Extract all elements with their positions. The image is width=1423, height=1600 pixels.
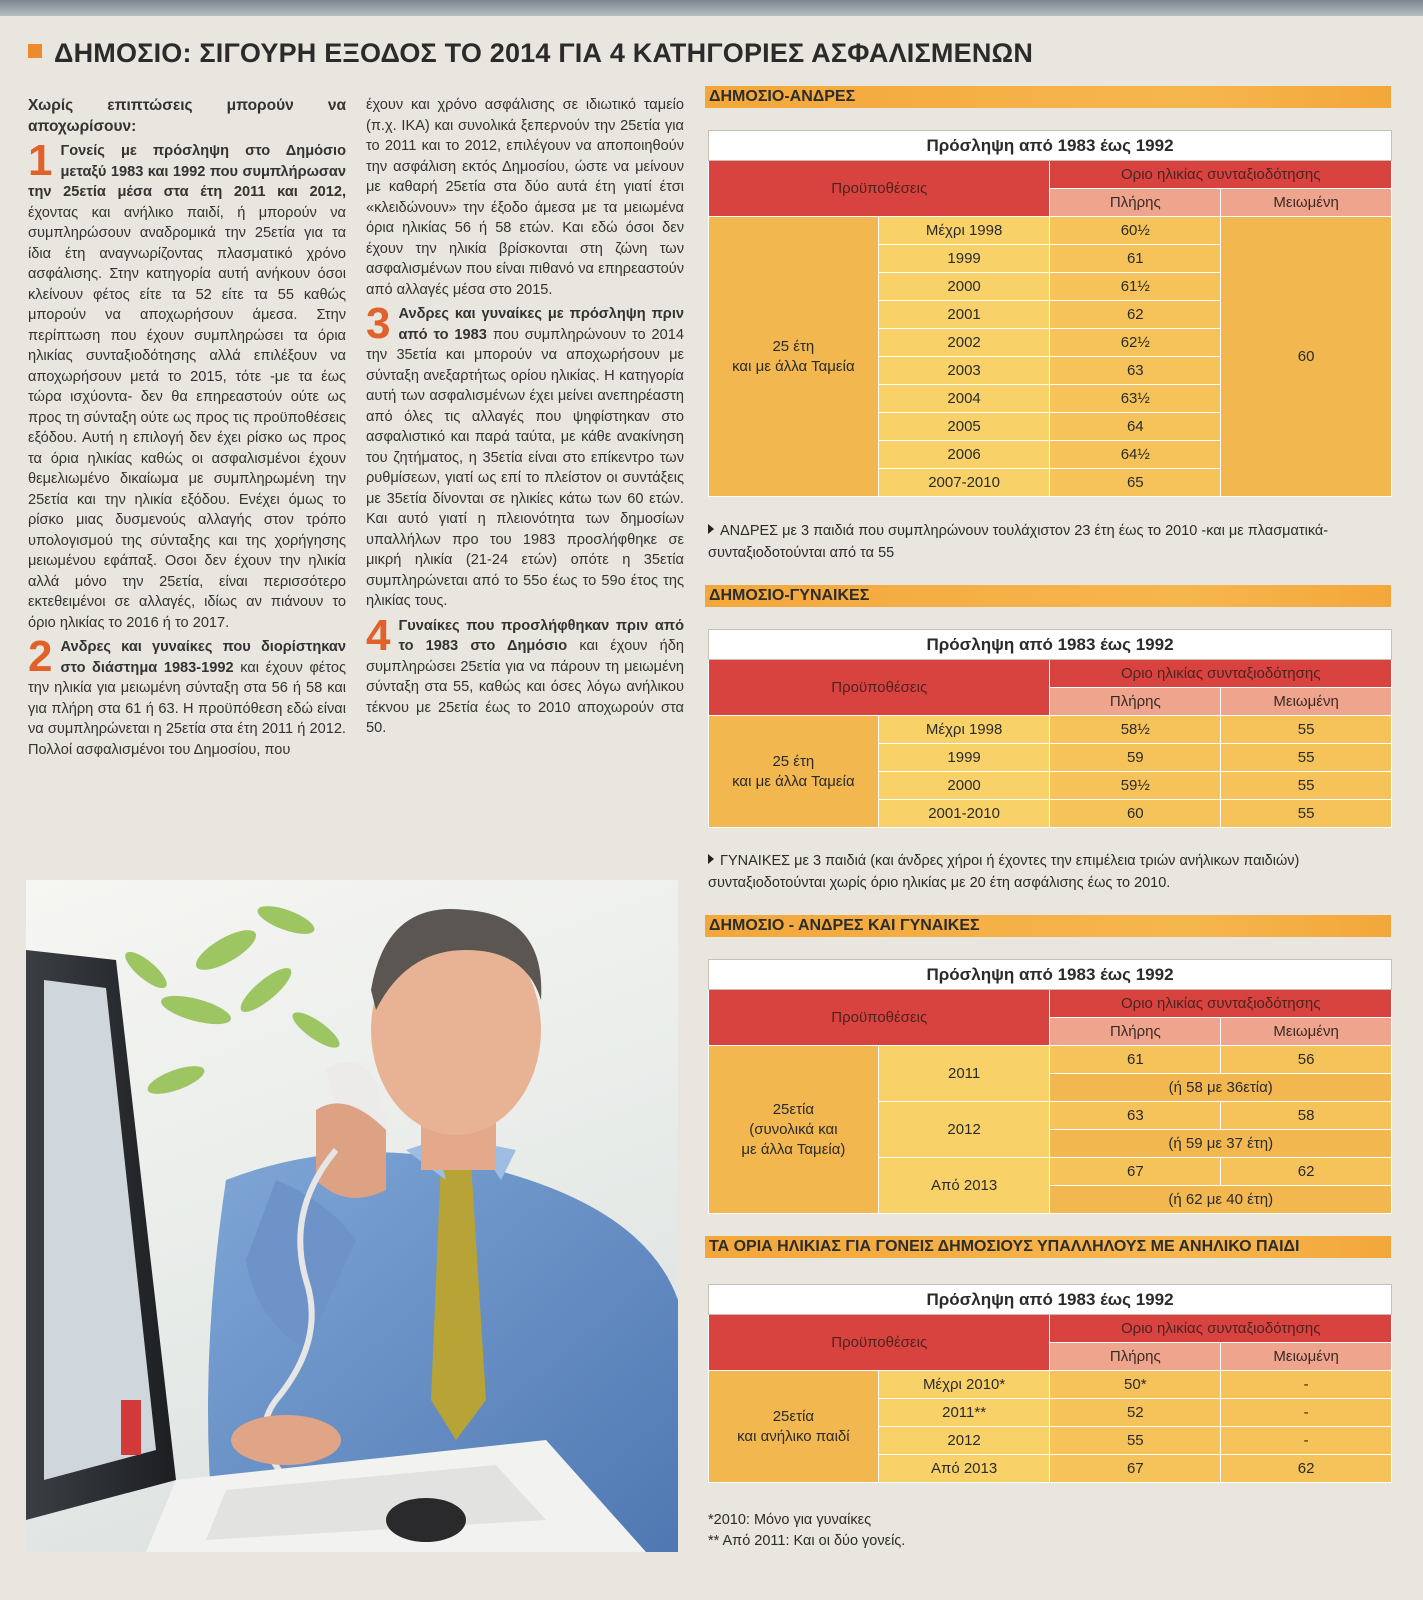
reduced-cell: 55 xyxy=(1221,800,1392,828)
reduced-cell: 55 xyxy=(1221,744,1392,772)
year-cell: Μέχρι 1998 xyxy=(878,217,1050,245)
article-column-2 xyxy=(366,95,684,743)
footnote-2: ** Από 2011: Και οι δύο γονείς. xyxy=(708,1533,906,1549)
year-cell: 2004 xyxy=(878,385,1050,413)
year-cell: Μέχρι 1998 xyxy=(878,716,1050,744)
women-note: ΓΥΝΑΙΚΕΣ με 3 παιδιά (και άνδρες χήροι ή έχοντες την επιμέλεια τριών ανήλικων παιδιών) συνταξιοδοτούνται χωρίς όριο ηλικίας με 20 έτη ασφάλισης έως το 2010. xyxy=(708,853,1300,891)
full-cell: 59½ xyxy=(1050,772,1221,800)
reduced-cell: 56 xyxy=(1221,1046,1392,1074)
footnotes xyxy=(708,1510,905,1552)
reduced-cell: 60 xyxy=(1221,217,1392,497)
arrow-icon xyxy=(708,854,714,864)
full-cell: 67 xyxy=(1050,1158,1221,1186)
full-cell: 64 xyxy=(1050,413,1221,441)
alt-cell: (ή 62 με 40 έτη) xyxy=(1050,1186,1392,1214)
table-both xyxy=(708,959,1392,1214)
page-headline xyxy=(28,38,1128,69)
section-header-both: ΔΗΜΟΣΙΟ - ΑΝΔΡΕΣ ΚΑΙ ΓΥΝΑΙΚΕΣ xyxy=(705,915,1391,937)
reduced-cell: 62 xyxy=(1221,1455,1392,1483)
reduced-cell: 55 xyxy=(1221,772,1392,800)
full-cell: 65 xyxy=(1050,469,1221,497)
full-cell: 63 xyxy=(1050,1102,1221,1130)
point-number: 4 xyxy=(366,610,391,660)
photo-illustration xyxy=(26,880,678,1552)
full-cell: 50* xyxy=(1050,1371,1221,1399)
table-title: Πρόσληψη από 1983 έως 1992 xyxy=(709,630,1392,660)
reduced-cell: 55 xyxy=(1221,716,1392,744)
year-cell: 2001-2010 xyxy=(878,800,1050,828)
point-lead: Ανδρες και γυναίκες που διορίστηκαν στο διάστημα 1983-1992 xyxy=(60,639,346,676)
year-cell: 2012 xyxy=(878,1102,1050,1158)
year-cell: 2011** xyxy=(878,1399,1050,1427)
point-lead: Ανδρες και γυναίκες με πρόσληψη πριν από το 1983 xyxy=(398,306,684,343)
section-header-women: ΔΗΜΟΣΙΟ-ΓΥΝΑΙΚΕΣ xyxy=(705,585,1391,607)
full-cell: 60½ xyxy=(1050,217,1221,245)
section-header-men: ΔΗΜΟΣΙΟ-ΑΝΔΡΕΣ xyxy=(705,86,1391,108)
men-note: ΑΝΔΡΕΣ με 3 παιδιά που συμπληρώνουν τουλάχιστον 23 έτη έως το 2010 -και με πλασματικά- συνταξιοδοτούνται από τα 55 xyxy=(708,523,1329,561)
year-cell: 1999 xyxy=(878,744,1050,772)
plant-icon xyxy=(120,900,344,1099)
alt-cell: (ή 58 με 36ετία) xyxy=(1050,1074,1392,1102)
full-cell: 63 xyxy=(1050,357,1221,385)
full-header: Πλήρης xyxy=(1050,189,1221,217)
year-cell: 2000 xyxy=(878,772,1050,800)
mouse-icon xyxy=(386,1498,466,1542)
year-cell: 2011 xyxy=(878,1046,1050,1102)
point-number: 1 xyxy=(28,136,53,185)
year-cell: Από 2013 xyxy=(878,1455,1050,1483)
year-cell: 2006 xyxy=(878,441,1050,469)
group-label: 25 έτη και με άλλα Ταμεία xyxy=(709,716,879,828)
reduced-header: Μειωμένη xyxy=(1221,688,1392,716)
reduced-cell: 62 xyxy=(1221,1158,1392,1186)
age-limit-header: Οριο ηλικίας συνταξιοδότησης xyxy=(1050,990,1392,1018)
article-intro: Χωρίς επιπτώσεις μπορούν να αποχωρίσουν: xyxy=(28,97,346,135)
point-body: και έχουν ήδη συμπληρώσει 25ετία για να πάρουν τη μειωμένη σύνταξη στα 55, καθώς και όσες λόγω ανήλικου τέκνου με 25ετία έως το 2010 αποχωρούν στα 50. xyxy=(366,638,684,736)
year-cell: 2000 xyxy=(878,273,1050,301)
section-header-parents: ΤΑ ΟΡΙΑ ΗΛΙΚΙΑΣ ΓΙΑ ΓΟΝΕΙΣ ΔΗΜΟΣΙΟΥΣ ΥΠΑΛΛΗΛΟΥΣ ΜΕ ΑΝΗΛΙΚΟ ΠΑΙΔΙ xyxy=(705,1236,1391,1258)
point-body: έχοντας και ανήλικο παιδί, ή μπορούν να συμπληρώσουν αναδρομικά την 25ετία για τα ίδια έτη αναγνωρίζοντας πλασματικό χρόνο ασφάλισης. Στην κατηγορία αυτή ανήκουν όσοι κλείνουν φέτος είτε τα 52 είτε τα 55 καθώς μπορούν να αποχωρήσουν άμεσα. Στην περίπτωση που έχουν συμπληρώσει τα όρια ηλικίας συνταξιοδότησης αλλά επιλέξουν να αποχωρήσουν μετά το 2015, τότε -με τα έως τώρα ισχύοντα- δεν θα επηρεαστούν ούτε ως προς τη σύνταξη ούτε ως προς τις προϋποθέσεις εξόδου. Αυτή η επιλογή δεν έχει ρίσκο ως προς τα όρια ηλικίας καθώς οι ασφαλισμένοι έχουν θεμελιωμένο δικαίωμα με συμπληρωμένη την 25ετία και την ηλικία εξόδου. Ενέχει όμως το ρίσκο μιας δυσμενούς αλλαγής στον τρόπο υπολογισμού της σύνταξης και της χορήγησης μειωμένου εφάπαξ. Οσοι δεν έχουν την ηλικία αλλά μόνο την 25ετία, είναι περισσότερο εκτεθειμένοι σε αλλαγές, ιδίως αν πιάνουν το όριο ηλικίας το 2016 ή το 2017. xyxy=(28,204,346,631)
point-4 xyxy=(366,610,684,739)
point-2-continued: έχουν και χρόνο ασφάλισης σε ιδιωτικό ταμείο (π.χ. ΙΚΑ) και συνολικά ξεπερνούν την 25ετία για το 2011 και το 2012, επιλέγουν να αποποιηθούν την ασφάλιση εκτός Δημοσίου, ώστε να μείνουν με καθαρή 25ετία στα δύο αυτά έτη γιατί έτσι «κλειδώνουν» την έξοδο άμεσα με τα μειωμένα όρια ηλικίας 56 ή 58 ετών. Και εδώ όσοι δεν έχουν την ηλικία βρίσκονται στη ζώνη των ασφαλισμένων που είναι πιθανό να επηρεαστούν από αλλαγές μέσα στο 2015. xyxy=(366,97,684,298)
reduced-cell: 58 xyxy=(1221,1102,1392,1130)
reduced-header: Μειωμένη xyxy=(1221,1018,1392,1046)
age-limit-header: Οριο ηλικίας συνταξιοδότησης xyxy=(1050,161,1392,189)
point-2 xyxy=(28,632,346,760)
full-cell: 62½ xyxy=(1050,329,1221,357)
reduced-header: Μειωμένη xyxy=(1221,1343,1392,1371)
reduced-cell: - xyxy=(1221,1399,1392,1427)
red-marker xyxy=(121,1400,141,1455)
year-cell: 2001 xyxy=(878,301,1050,329)
group-label: 25ετία και ανήλικο παιδί xyxy=(709,1371,879,1483)
table-men xyxy=(708,130,1392,497)
year-cell: 2007-2010 xyxy=(878,469,1050,497)
footnote-1: *2010: Μόνο για γυναίκες xyxy=(708,1512,872,1528)
full-cell: 64½ xyxy=(1050,441,1221,469)
top-strip xyxy=(0,0,1423,16)
table-parents xyxy=(708,1284,1392,1483)
full-header: Πλήρης xyxy=(1050,1343,1221,1371)
article-column-1 xyxy=(28,95,346,764)
age-limit-header: Οριο ηλικίας συνταξιοδότησης xyxy=(1050,1315,1392,1343)
year-cell: Από 2013 xyxy=(878,1158,1050,1214)
full-cell: 59 xyxy=(1050,744,1221,772)
point-number: 2 xyxy=(28,632,53,681)
year-cell: 2005 xyxy=(878,413,1050,441)
conditions-header: Προϋποθέσεις xyxy=(709,660,1050,716)
arrow-icon xyxy=(708,524,714,534)
year-cell: 2003 xyxy=(878,357,1050,385)
point-body: που συμπληρώνουν το 2014 την 35ετία και μπορούν να αποχωρήσουν με σύνταξη ανεξαρτήτως ορίου ηλικίας. Η κατηγορία αυτή των ασφαλισμένων έχει μείνει ανεπηρέαστη από όλες τις αλλαγές που ψηφίστηκαν στο ασφαλιστικό και παρά ταύτα, με κάθε ανακίνηση του ζητήματος, η 35ετία είναι στο επίκεντρο των ρυθμίσεων, γιατί ως επί το πλείστον οι συντάξεις με 35ετία δίνονται σε ηλικίες κάτω των 60 ετών. Και αυτό γιατί η πλειονότητα των δημοσίων υπαλλήλων προ του 1983 προσλήφθηκε σε μικρή ηλικία (21-24 ετών) οπότε η 35ετία συμπληρώνεται από το 55ο έως το 59ο έτος της ηλικίας τους. xyxy=(366,326,685,609)
year-cell: 1999 xyxy=(878,245,1050,273)
full-cell: 61 xyxy=(1050,1046,1221,1074)
reduced-cell: - xyxy=(1221,1427,1392,1455)
point-lead: Γονείς με πρόσληψη στο Δημόσιο μεταξύ 1983 και 1992 που συμπλήρωσαν την 25ετία μέσα στα έτη 2011 και 2012, xyxy=(28,143,346,200)
full-cell: 52 xyxy=(1050,1399,1221,1427)
age-limit-header: Οριο ηλικίας συνταξιοδότησης xyxy=(1050,660,1392,688)
conditions-header: Προϋποθέσεις xyxy=(709,990,1050,1046)
group-label: 25 έτη και με άλλα Ταμεία xyxy=(709,217,879,497)
headline-text: ΔΗΜΟΣΙΟ: ΣΙΓΟΥΡΗ ΕΞΟΔΟΣ ΤΟ 2014 ΓΙΑ 4 ΚΑΤΗΓΟΡΙΕΣ ΑΣΦΑΛΙΣΜΕΝΩΝ xyxy=(54,38,1034,68)
point-1 xyxy=(28,136,346,633)
table-women xyxy=(708,629,1392,828)
point-number: 3 xyxy=(366,299,391,348)
full-cell: 60 xyxy=(1050,800,1221,828)
office-man-phone-photo xyxy=(26,880,678,1552)
point-3 xyxy=(366,299,685,612)
year-cell: 2012 xyxy=(878,1427,1050,1455)
conditions-header: Προϋποθέσεις xyxy=(709,161,1050,217)
full-header: Πλήρης xyxy=(1050,688,1221,716)
table-title: Πρόσληψη από 1983 έως 1992 xyxy=(709,1285,1392,1315)
full-cell: 67 xyxy=(1050,1455,1221,1483)
reduced-header: Μειωμένη xyxy=(1221,189,1392,217)
table-title: Πρόσληψη από 1983 έως 1992 xyxy=(709,131,1392,161)
full-cell: 63½ xyxy=(1050,385,1221,413)
conditions-header: Προϋποθέσεις xyxy=(709,1315,1050,1371)
full-cell: 58½ xyxy=(1050,716,1221,744)
square-bullet-icon xyxy=(28,44,42,58)
point-lead: Γυναίκες που προσλήφθηκαν πριν από το 1983 στο Δημόσιο xyxy=(398,617,684,654)
year-cell: Μέχρι 2010* xyxy=(878,1371,1050,1399)
full-header: Πλήρης xyxy=(1050,1018,1221,1046)
group-label: 25ετία (συνολικά και με άλλα Ταμεία) xyxy=(709,1046,879,1214)
full-cell: 62 xyxy=(1050,301,1221,329)
full-cell: 61 xyxy=(1050,245,1221,273)
table-title: Πρόσληψη από 1983 έως 1992 xyxy=(709,960,1392,990)
year-cell: 2002 xyxy=(878,329,1050,357)
point-body: και έχουν φέτος την ηλικία για μειωμένη σύνταξη στα 56 ή 58 και για πλήρη στα 61 ή 63. Η προϋπόθεση εδώ είναι να συμπληρώνεται η 25ετία στα έτη 2011 ή 2012. Πολλοί ασφαλισμένοι του Δημοσίου, που xyxy=(28,659,346,758)
full-cell: 61½ xyxy=(1050,273,1221,301)
alt-cell: (ή 59 με 37 έτη) xyxy=(1050,1130,1392,1158)
reduced-cell: - xyxy=(1221,1371,1392,1399)
full-cell: 55 xyxy=(1050,1427,1221,1455)
